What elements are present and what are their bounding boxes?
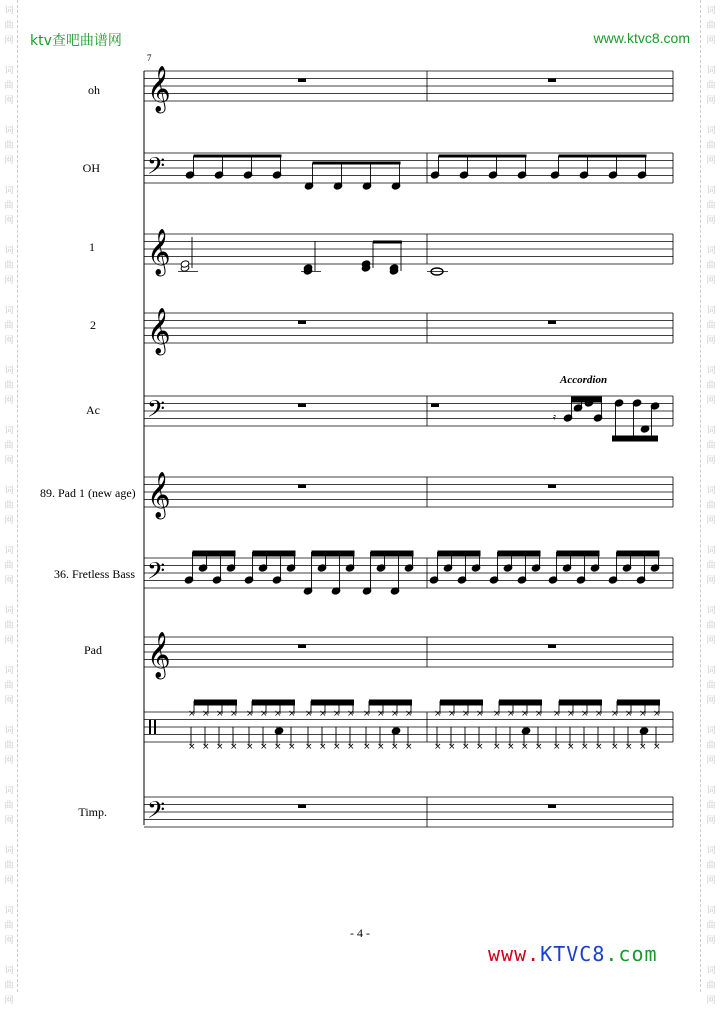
kick-note: ×	[347, 742, 355, 752]
note-beam	[499, 703, 542, 706]
note-beam	[369, 703, 412, 706]
watermark-glyphs: 词 曲 网	[706, 846, 716, 886]
accordion-annotation: Accordion	[560, 374, 608, 386]
hihat-note: ×	[274, 709, 282, 719]
note-beam	[371, 551, 414, 554]
watermark-glyphs: 词 曲 网	[4, 486, 14, 526]
kick-note: ×	[405, 742, 413, 752]
note-beam	[571, 397, 602, 400]
note-beam	[252, 703, 295, 706]
whole-rest	[548, 79, 556, 83]
hihat-note: ×	[521, 709, 529, 719]
hihat-note: ×	[202, 709, 210, 719]
watermark-glyphs: 词 曲 网	[4, 606, 14, 646]
note-beam	[193, 554, 236, 557]
kick-note: ×	[625, 742, 633, 752]
watermark-glyphs: 词 曲 网	[4, 6, 14, 46]
note-beam	[439, 155, 527, 158]
treble-clef: 𝄞	[147, 308, 171, 354]
note-beam	[194, 703, 237, 706]
kick-note: ×	[202, 742, 210, 752]
hihat-note: ×	[188, 709, 196, 719]
hihat-note: ×	[639, 709, 647, 719]
kick-note: ×	[333, 742, 341, 752]
hihat-note: ×	[535, 709, 543, 719]
whole-rest	[298, 321, 306, 325]
note-beam	[617, 554, 660, 557]
kick-note: ×	[363, 742, 371, 752]
note-beam	[194, 700, 237, 703]
kick-note: ×	[448, 742, 456, 752]
bass-clef: 𝄢	[147, 152, 166, 185]
kick-note: ×	[462, 742, 470, 752]
hihat-note: ×	[246, 709, 254, 719]
note-beam	[612, 439, 658, 442]
kick-note: ×	[581, 742, 589, 752]
kick-note: ×	[216, 742, 224, 752]
hihat-note: ×	[230, 709, 238, 719]
watermark-glyphs: 词 曲 网	[4, 846, 14, 886]
note-beam	[557, 551, 600, 554]
note-beam	[252, 700, 295, 703]
instrument-label-timp: Timp.	[78, 805, 107, 819]
watermark-glyphs: 词 曲 网	[706, 606, 716, 646]
instrument-label-pad: Pad	[84, 643, 102, 657]
kick-note: ×	[260, 742, 268, 752]
kick-note: ×	[567, 742, 575, 752]
kick-note: ×	[535, 742, 543, 752]
percussion-clef	[154, 720, 156, 734]
kick-note: ×	[507, 742, 515, 752]
note-beam	[440, 700, 483, 703]
kick-note: ×	[476, 742, 484, 752]
watermark-glyphs: 词 曲 网	[706, 906, 716, 946]
note-beam	[312, 551, 355, 554]
kick-note: ×	[611, 742, 619, 752]
watermark-glyphs: 词 曲 网	[4, 666, 14, 706]
page-number: - 4 -	[350, 926, 370, 940]
hihat-note: ×	[476, 709, 484, 719]
note-beam	[498, 551, 541, 554]
note-beam	[438, 554, 481, 557]
hihat-note: ×	[260, 709, 268, 719]
bass-clef: 𝄢	[147, 557, 166, 590]
watermark-glyphs: 词 曲 网	[706, 666, 716, 706]
watermark-glyphs: 词 曲 网	[706, 966, 716, 1006]
watermark-glyphs: 词 曲 网	[706, 366, 716, 406]
whole-rest	[298, 805, 306, 809]
instrument-label-oh: oh	[88, 83, 100, 97]
kick-note: ×	[493, 742, 501, 752]
footer-logo-ktvc8: KTVC8	[540, 942, 606, 966]
watermark-glyphs: 词 曲 网	[4, 726, 14, 766]
hihat-note: ×	[288, 709, 296, 719]
kick-note: ×	[434, 742, 442, 752]
hihat-note: ×	[333, 709, 341, 719]
watermark-glyphs: 词 曲 网	[4, 366, 14, 406]
note-beam	[312, 554, 355, 557]
hihat-note: ×	[405, 709, 413, 719]
hihat-note: ×	[377, 709, 385, 719]
hihat-note: ×	[363, 709, 371, 719]
note-beam	[571, 400, 602, 403]
watermark-glyphs: 词 曲 网	[706, 6, 716, 46]
watermark-glyphs: 词 曲 网	[4, 186, 14, 226]
note-beam	[253, 551, 296, 554]
footer-logo-www: www.	[488, 942, 541, 966]
kick-note: ×	[319, 742, 327, 752]
kick-note: ×	[377, 742, 385, 752]
note-beam	[311, 703, 354, 706]
watermark-glyphs: 词 曲 网	[706, 186, 716, 226]
watermark-glyphs: 词 曲 网	[4, 306, 14, 346]
hihat-note: ×	[319, 709, 327, 719]
whole-rest	[548, 805, 556, 809]
hihat-note: ×	[507, 709, 515, 719]
kick-note: ×	[521, 742, 529, 752]
kick-note: ×	[230, 742, 238, 752]
watermark-glyphs: 词 曲 网	[706, 246, 716, 286]
measure-number: 7	[147, 53, 152, 63]
site-url[interactable]: www.ktvc8.com	[593, 30, 690, 46]
note-beam	[498, 554, 541, 557]
kick-note: ×	[653, 742, 661, 752]
note-beam	[193, 551, 236, 554]
kick-note: ×	[595, 742, 603, 752]
watermark-glyphs: 词 曲 网	[4, 546, 14, 586]
watermark-glyphs: 词 曲 网	[4, 66, 14, 106]
kick-note: ×	[246, 742, 254, 752]
whole-rest	[431, 404, 439, 408]
note-beam	[559, 703, 602, 706]
treble-clef: 𝄞	[147, 229, 171, 275]
kick-note: ×	[391, 742, 399, 752]
treble-clef: 𝄞	[147, 632, 171, 678]
hihat-note: ×	[391, 709, 399, 719]
note-beam	[194, 155, 282, 158]
watermark-glyphs: 词 曲 网	[4, 966, 14, 1006]
whole-rest	[298, 645, 306, 649]
watermark-glyphs: 词 曲 网	[706, 786, 716, 826]
footer-logo-com: .com	[605, 942, 658, 966]
kick-note: ×	[639, 742, 647, 752]
hihat-note: ×	[462, 709, 470, 719]
treble-clef: 𝄞	[147, 66, 171, 112]
hihat-note: ×	[493, 709, 501, 719]
whole-rest	[298, 485, 306, 489]
instrument-label-OH: OH	[82, 161, 100, 175]
hihat-note: ×	[553, 709, 561, 719]
note-beam	[617, 700, 660, 703]
kick-note: ×	[553, 742, 561, 752]
whole-rest	[548, 485, 556, 489]
whole-rest	[548, 321, 556, 325]
instrument-label-1: 1	[89, 240, 95, 254]
hihat-note: ×	[216, 709, 224, 719]
whole-rest	[298, 79, 306, 83]
kick-note: ×	[305, 742, 313, 752]
note-beam	[559, 700, 602, 703]
percussion-clef	[149, 720, 151, 734]
hihat-note: ×	[581, 709, 589, 719]
kick-note: ×	[188, 742, 196, 752]
watermark-glyphs: 词 曲 网	[706, 726, 716, 766]
instrument-label-ac: Ac	[86, 403, 100, 417]
snare-note	[391, 727, 401, 735]
footer-logo[interactable]	[488, 942, 658, 966]
bass-clef: 𝄢	[147, 395, 166, 428]
note-beam	[438, 551, 481, 554]
watermark-glyphs: 词 曲 网	[706, 126, 716, 166]
note-beam	[557, 554, 600, 557]
note-beam	[311, 700, 354, 703]
watermark-glyphs: 词 曲 网	[4, 786, 14, 826]
watermark-glyphs: 词 曲 网	[706, 546, 716, 586]
note-beam	[440, 703, 483, 706]
note-beam	[253, 554, 296, 557]
watermark-glyphs: 词 曲 网	[4, 246, 14, 286]
hihat-note: ×	[305, 709, 313, 719]
hihat-note: ×	[567, 709, 575, 719]
note-beam	[313, 162, 401, 165]
watermark-glyphs: 词 曲 网	[706, 426, 716, 466]
note-beam	[612, 436, 658, 439]
note-beam	[369, 700, 412, 703]
watermark-glyphs: 词 曲 网	[4, 906, 14, 946]
hihat-note: ×	[448, 709, 456, 719]
whole-rest	[298, 404, 306, 408]
note-beam	[373, 241, 402, 244]
treble-clef: 𝄞	[147, 472, 171, 518]
snare-note	[274, 727, 284, 735]
snare-note	[521, 727, 531, 735]
watermark-glyphs: 词 曲 网	[4, 126, 14, 166]
hihat-note: ×	[434, 709, 442, 719]
instrument-label-2: 2	[90, 318, 96, 332]
sixteenth-rest: 𝄿	[553, 412, 557, 423]
site-title: ktv查吧曲谱网	[30, 33, 122, 49]
hihat-note: ×	[611, 709, 619, 719]
watermark-glyphs: 词 曲 网	[4, 426, 14, 466]
watermark-glyphs: 词 曲 网	[706, 306, 716, 346]
kick-note: ×	[288, 742, 296, 752]
instrument-label-fretless-bass: 36. Fretless Bass	[54, 567, 135, 581]
whole-rest	[548, 645, 556, 649]
note-beam	[559, 155, 647, 158]
hihat-note: ×	[653, 709, 661, 719]
snare-note	[639, 727, 649, 735]
hihat-note: ×	[347, 709, 355, 719]
hihat-note: ×	[625, 709, 633, 719]
note-beam	[617, 703, 660, 706]
watermark-glyphs: 词 曲 网	[706, 486, 716, 526]
bass-clef: 𝄢	[147, 796, 166, 829]
watermark-glyphs: 词 曲 网	[706, 66, 716, 106]
note-beam	[499, 700, 542, 703]
hihat-note: ×	[595, 709, 603, 719]
note-beam	[371, 554, 414, 557]
kick-note: ×	[274, 742, 282, 752]
note-beam	[617, 551, 660, 554]
instrument-label-pad1: 89. Pad 1 (new age)	[40, 486, 136, 500]
